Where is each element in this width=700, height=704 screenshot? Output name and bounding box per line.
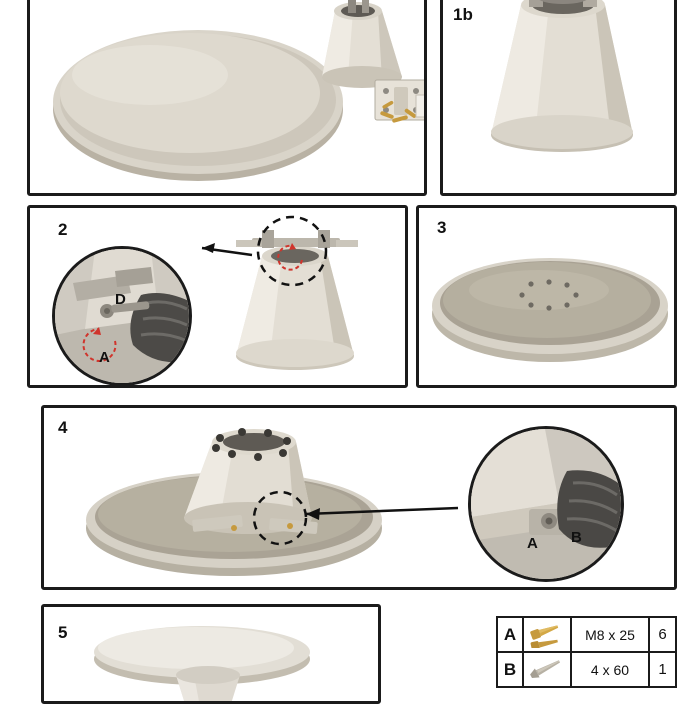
step-4-detail-illustration: [471, 429, 621, 579]
step-5-panel: [41, 604, 381, 704]
step-1-illustration: [30, 0, 427, 196]
step-1b-illustration: [443, 0, 677, 196]
table-row: [498, 618, 675, 653]
step-1b-panel: [440, 0, 677, 196]
step-2-panel: [27, 205, 408, 388]
part-qty: 1: [658, 661, 667, 678]
label-a: A: [99, 349, 110, 366]
part-qty: 6: [658, 626, 667, 643]
step-2-detail-callout: [52, 246, 192, 386]
table-row: [498, 653, 675, 686]
bolt-icon: [524, 618, 572, 651]
step-2-detail-illustration: [55, 249, 189, 383]
step-1-panel: [27, 0, 427, 196]
part-spec: M8 x 25: [572, 618, 650, 651]
part-spec: 4 x 60: [572, 653, 650, 686]
step-5-number: 5: [58, 623, 68, 642]
label-b: B: [571, 529, 582, 546]
label-d: D: [115, 291, 126, 308]
label-a: A: [527, 535, 538, 552]
step-2-number: 2: [58, 220, 68, 239]
step-1b-number: 1b: [453, 5, 473, 24]
screw-icon: [524, 653, 572, 686]
parts-table: [496, 616, 677, 688]
step-4-panel: [41, 405, 677, 590]
step-3-number: 3: [437, 218, 447, 237]
part-letter: B: [498, 653, 524, 686]
step-3-illustration: [419, 208, 677, 388]
step-4-number: 4: [58, 418, 68, 437]
step-4-detail-callout: [468, 426, 624, 582]
part-letter: A: [498, 618, 524, 651]
step-3-panel: [416, 205, 677, 388]
step-5-illustration: [44, 607, 381, 704]
